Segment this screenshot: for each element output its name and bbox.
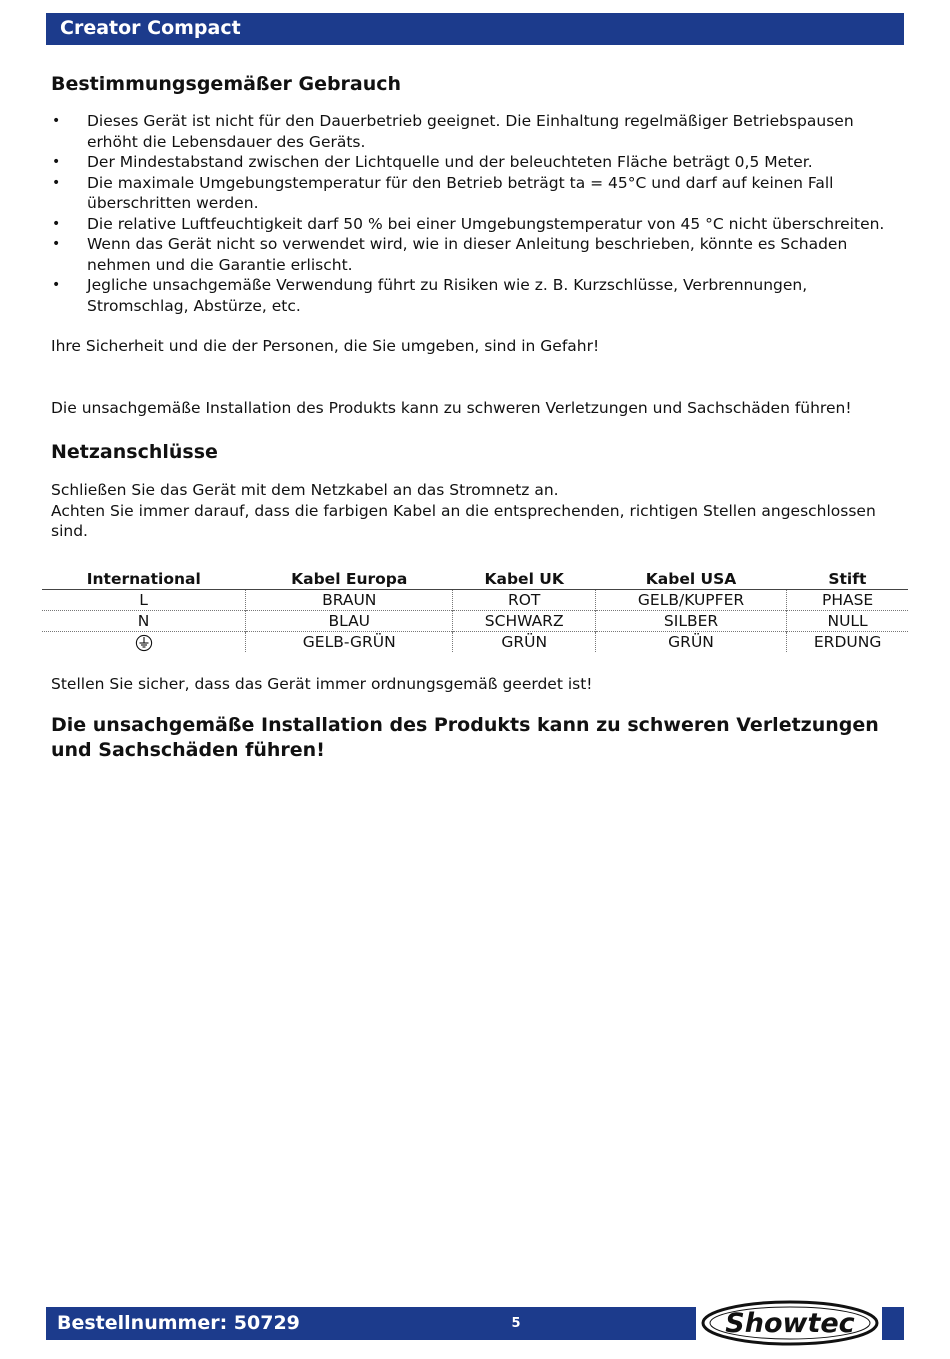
table-cell: ROT bbox=[453, 590, 595, 611]
list-item: • Jegliche unsachgemäße Verwendung führt zu Risiken wie z. B. Kurzschlüsse, Verbrennungen, Stromschlag, Abstürze, etc. bbox=[52, 276, 808, 315]
table-cell: ERDUNG bbox=[813, 633, 882, 651]
list-item: • Die relative Luftfeuchtigkeit darf 50 % bei einer Umgebungstemperatur von 45 °C nicht überschreiten. bbox=[52, 214, 885, 233]
main-content bbox=[51, 70, 906, 542]
table-cell: GRÜN bbox=[453, 632, 595, 653]
grounding-note: Stellen Sie sicher, dass das Gerät immer ordnungsgemäß geerdet ist! bbox=[51, 675, 593, 693]
column-header: Kabel USA bbox=[645, 570, 737, 588]
section-heading-power-connections: Netzanschlüsse bbox=[51, 441, 218, 463]
page-number: 5 bbox=[511, 1316, 521, 1331]
table-cell: NULL bbox=[827, 612, 868, 630]
table-cell: BLAU bbox=[246, 611, 453, 632]
table-cell: GRÜN bbox=[595, 632, 786, 653]
table-cell: GELB/KUPFER bbox=[595, 590, 786, 611]
table-cell: SILBER bbox=[595, 611, 786, 632]
table-row bbox=[42, 632, 908, 653]
column-header: International bbox=[86, 570, 201, 588]
table-header-row bbox=[42, 569, 908, 590]
showtec-logo bbox=[700, 1300, 880, 1348]
document-title: Creator Compact bbox=[60, 17, 241, 39]
order-number: Bestellnummer: 50729 bbox=[57, 1312, 300, 1334]
earth-ground-icon bbox=[135, 634, 153, 652]
table-cell bbox=[42, 632, 246, 653]
column-header: Kabel UK bbox=[484, 570, 564, 588]
usage-bullet-list bbox=[51, 111, 906, 316]
installation-warning: Die unsachgemäße Installation des Produkts kann zu schweren Verletzungen und Sachschäden führen! bbox=[51, 398, 852, 417]
footer-bar-end bbox=[882, 1307, 904, 1340]
table-row bbox=[42, 611, 908, 632]
column-header: Kabel Europa bbox=[291, 570, 408, 588]
power-instruction-1: Schließen Sie das Gerät mit dem Netzkabel an das Stromnetz an. bbox=[51, 481, 559, 499]
list-item: • Dieses Gerät ist nicht für den Dauerbetrieb geeignet. Die Einhaltung regelmäßiger Betriebspausen erhöht die Lebensdauer des Geräts. bbox=[52, 112, 854, 151]
cable-color-table bbox=[42, 569, 908, 652]
logo-wordmark: Showtec bbox=[725, 1308, 855, 1339]
table-cell: N bbox=[42, 611, 246, 632]
list-item: • Der Mindestabstand zwischen der Lichtquelle und der beleuchteten Fläche beträgt 0,5 Meter. bbox=[52, 153, 813, 171]
footer-bar bbox=[46, 1307, 696, 1340]
section-heading-intended-use: Bestimmungsgemäßer Gebrauch bbox=[51, 73, 402, 95]
list-item: • Wenn das Gerät nicht so verwendet wird, wie in dieser Anleitung beschrieben, könnte es Schaden nehmen und die Garantie erlischt. bbox=[52, 235, 848, 274]
header-bar bbox=[46, 13, 904, 45]
safety-note: Ihre Sicherheit und die der Personen, die Sie umgeben, sind in Gefahr! bbox=[51, 337, 600, 355]
column-header: Stift bbox=[828, 570, 867, 588]
table-cell: SCHWARZ bbox=[453, 611, 595, 632]
table-cell: PHASE bbox=[821, 591, 874, 609]
table-cell: BRAUN bbox=[246, 590, 453, 611]
table-cell: L bbox=[42, 590, 246, 611]
power-instruction-2: Achten Sie immer darauf, dass die farbigen Kabel an die entsprechenden, richtigen Stellen angeschlossen sind. bbox=[51, 501, 876, 540]
final-warning: Die unsachgemäße Installation des Produkts kann zu schweren Verletzungen und Sachschäden führen! bbox=[51, 714, 879, 761]
table-cell: GELB-GRÜN bbox=[246, 632, 453, 653]
table-row bbox=[42, 590, 908, 611]
list-item: • Die maximale Umgebungstemperatur für den Betrieb beträgt ta = 45°C und darf auf keinen Fall überschritten werden. bbox=[52, 173, 834, 212]
